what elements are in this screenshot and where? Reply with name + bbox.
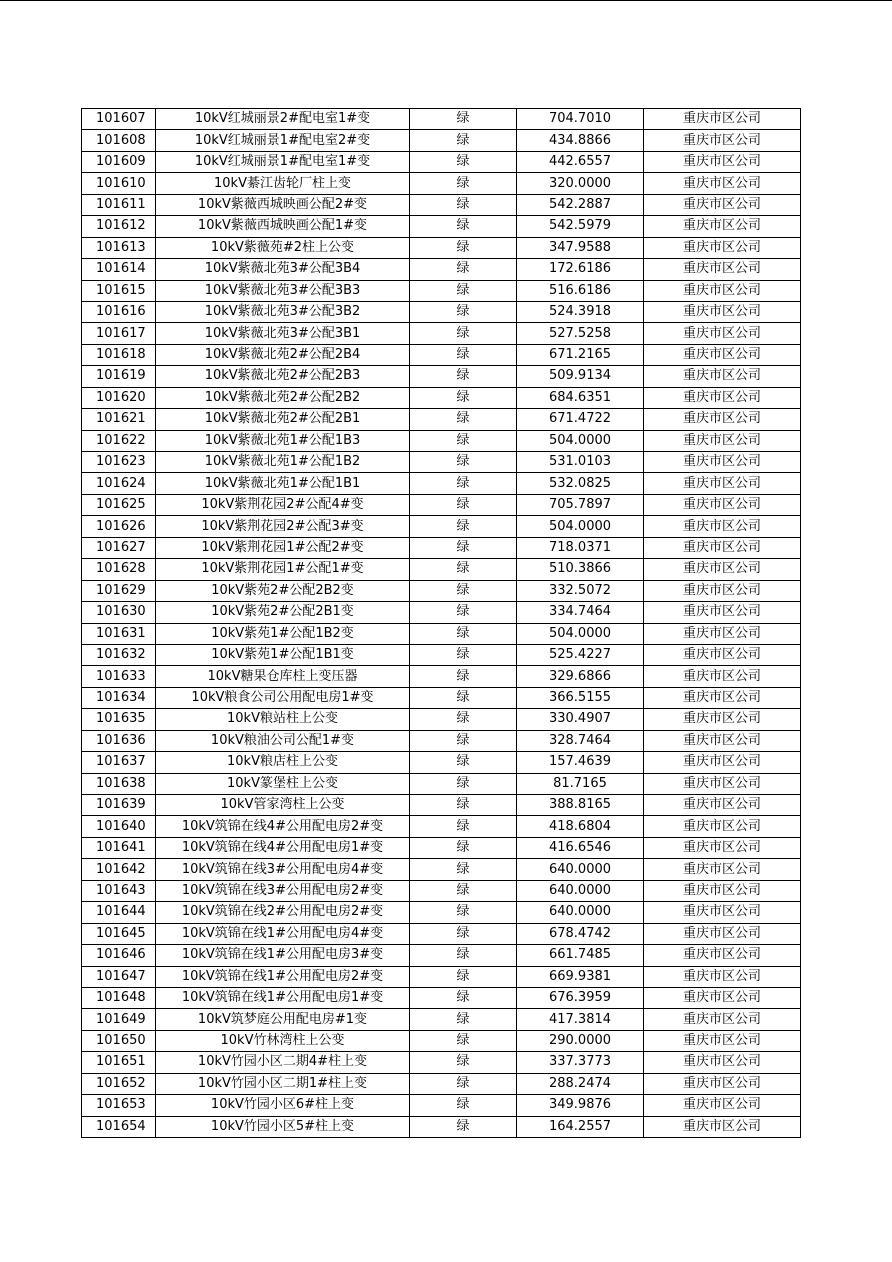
company-cell: 重庆市区公司 [644, 452, 801, 473]
status-cell: 绿 [410, 344, 517, 365]
company-cell: 重庆市区公司 [644, 580, 801, 601]
table-row [82, 237, 801, 258]
company-cell: 重庆市区公司 [644, 387, 801, 408]
station-id-cell: 101654 [82, 1116, 156, 1137]
status-cell: 绿 [410, 151, 517, 172]
station-id-cell: 101626 [82, 516, 156, 537]
status-cell: 绿 [410, 1052, 517, 1073]
station-name-cell: 10kV紫荆花园2#公配3#变 [156, 516, 410, 537]
company-cell: 重庆市区公司 [644, 537, 801, 558]
station-name-cell: 10kV粮店柱上公变 [156, 752, 410, 773]
company-cell: 重庆市区公司 [644, 301, 801, 322]
station-id-cell: 101630 [82, 602, 156, 623]
table-row [82, 816, 801, 837]
value-cell: 661.7485 [517, 945, 644, 966]
station-id-cell: 101613 [82, 237, 156, 258]
status-cell: 绿 [410, 173, 517, 194]
value-cell: 157.4639 [517, 752, 644, 773]
table-row [82, 687, 801, 708]
table-row [82, 130, 801, 151]
table-row [82, 837, 801, 858]
status-cell: 绿 [410, 837, 517, 858]
station-id-cell: 101622 [82, 430, 156, 451]
status-cell: 绿 [410, 280, 517, 301]
station-name-cell: 10kV篆堡柱上公变 [156, 773, 410, 794]
station-id-cell: 101631 [82, 623, 156, 644]
value-cell: 434.8866 [517, 130, 644, 151]
table-row [82, 259, 801, 280]
value-cell: 510.3866 [517, 559, 644, 580]
station-id-cell: 101611 [82, 194, 156, 215]
station-name-cell: 10kV筑锦在线3#公用配电房2#变 [156, 880, 410, 901]
value-cell: 684.6351 [517, 387, 644, 408]
value-cell: 669.9381 [517, 966, 644, 987]
value-cell: 418.6804 [517, 816, 644, 837]
station-name-cell: 10kV筑锦在线4#公用配电房2#变 [156, 816, 410, 837]
status-cell: 绿 [410, 816, 517, 837]
station-id-cell: 101632 [82, 644, 156, 665]
table-row [82, 709, 801, 730]
station-id-cell: 101653 [82, 1095, 156, 1116]
table-row [82, 109, 801, 130]
status-cell: 绿 [410, 580, 517, 601]
status-cell: 绿 [410, 966, 517, 987]
status-cell: 绿 [410, 237, 517, 258]
status-cell: 绿 [410, 987, 517, 1008]
status-cell: 绿 [410, 1030, 517, 1051]
station-name-cell: 10kV紫薇北苑3#公配3B1 [156, 323, 410, 344]
status-cell: 绿 [410, 216, 517, 237]
value-cell: 320.0000 [517, 173, 644, 194]
value-cell: 718.0371 [517, 537, 644, 558]
station-name-cell: 10kV筑梦庭公用配电房#1变 [156, 1009, 410, 1030]
station-id-cell: 101628 [82, 559, 156, 580]
company-cell: 重庆市区公司 [644, 687, 801, 708]
station-name-cell: 10kV紫苑2#公配2B2变 [156, 580, 410, 601]
status-cell: 绿 [410, 623, 517, 644]
table-row [82, 1095, 801, 1116]
table-row [82, 559, 801, 580]
station-id-cell: 101636 [82, 730, 156, 751]
station-name-cell: 10kV竹园小区二期1#柱上变 [156, 1073, 410, 1094]
station-id-cell: 101610 [82, 173, 156, 194]
company-cell: 重庆市区公司 [644, 602, 801, 623]
status-cell: 绿 [410, 902, 517, 923]
table-row [82, 452, 801, 473]
status-cell: 绿 [410, 516, 517, 537]
station-id-cell: 101638 [82, 773, 156, 794]
value-cell: 704.7010 [517, 109, 644, 130]
company-cell: 重庆市区公司 [644, 237, 801, 258]
table-row [82, 602, 801, 623]
station-name-cell: 10kV紫薇北苑1#公配1B1 [156, 473, 410, 494]
table-row [82, 580, 801, 601]
company-cell: 重庆市区公司 [644, 494, 801, 515]
value-cell: 164.2557 [517, 1116, 644, 1137]
station-id-cell: 101629 [82, 580, 156, 601]
station-name-cell: 10kV粮油公司公配1#变 [156, 730, 410, 751]
station-id-cell: 101644 [82, 902, 156, 923]
station-id-cell: 101634 [82, 687, 156, 708]
status-cell: 绿 [410, 1073, 517, 1094]
status-cell: 绿 [410, 709, 517, 730]
page-top-border [0, 0, 892, 1]
station-id-cell: 101640 [82, 816, 156, 837]
company-cell: 重庆市区公司 [644, 366, 801, 387]
station-id-cell: 101652 [82, 1073, 156, 1094]
table-row [82, 966, 801, 987]
table-row [82, 945, 801, 966]
company-cell: 重庆市区公司 [644, 1073, 801, 1094]
value-cell: 290.0000 [517, 1030, 644, 1051]
status-cell: 绿 [410, 730, 517, 751]
value-cell: 329.6866 [517, 666, 644, 687]
station-id-cell: 101608 [82, 130, 156, 151]
value-cell: 640.0000 [517, 880, 644, 901]
station-id-cell: 101620 [82, 387, 156, 408]
station-name-cell: 10kV竹园小区6#柱上变 [156, 1095, 410, 1116]
table-row [82, 473, 801, 494]
status-cell: 绿 [410, 366, 517, 387]
value-cell: 532.0825 [517, 473, 644, 494]
station-name-cell: 10kV管家湾柱上公变 [156, 795, 410, 816]
value-cell: 416.6546 [517, 837, 644, 858]
table-row [82, 923, 801, 944]
company-cell: 重庆市区公司 [644, 216, 801, 237]
status-cell: 绿 [410, 1095, 517, 1116]
station-name-cell: 10kV筑锦在线1#公用配电房3#变 [156, 945, 410, 966]
station-id-cell: 101633 [82, 666, 156, 687]
table-row [82, 344, 801, 365]
company-cell: 重庆市区公司 [644, 902, 801, 923]
table-row [82, 516, 801, 537]
status-cell: 绿 [410, 795, 517, 816]
station-name-cell: 10kV紫苑1#公配1B1变 [156, 644, 410, 665]
value-cell: 330.4907 [517, 709, 644, 730]
station-name-cell: 10kV筑锦在线4#公用配电房1#变 [156, 837, 410, 858]
table-row [82, 301, 801, 322]
status-cell: 绿 [410, 409, 517, 430]
value-cell: 531.0103 [517, 452, 644, 473]
table-row [82, 366, 801, 387]
value-cell: 388.8165 [517, 795, 644, 816]
company-cell: 重庆市区公司 [644, 1052, 801, 1073]
data-table [81, 108, 801, 1138]
station-id-cell: 101621 [82, 409, 156, 430]
station-name-cell: 10kV紫薇北苑2#公配2B1 [156, 409, 410, 430]
station-name-cell: 10kV紫薇北苑1#公配1B3 [156, 430, 410, 451]
station-id-cell: 101617 [82, 323, 156, 344]
value-cell: 288.2474 [517, 1073, 644, 1094]
company-cell: 重庆市区公司 [644, 923, 801, 944]
value-cell: 640.0000 [517, 859, 644, 880]
station-name-cell: 10kV竹园小区二期4#柱上变 [156, 1052, 410, 1073]
value-cell: 417.3814 [517, 1009, 644, 1030]
table-row [82, 151, 801, 172]
station-name-cell: 10kV紫薇北苑1#公配1B2 [156, 452, 410, 473]
table-row [82, 537, 801, 558]
station-name-cell: 10kV粮站柱上公变 [156, 709, 410, 730]
station-id-cell: 101637 [82, 752, 156, 773]
station-id-cell: 101627 [82, 537, 156, 558]
value-cell: 705.7897 [517, 494, 644, 515]
station-name-cell: 10kV红城丽景1#配电室2#变 [156, 130, 410, 151]
station-name-cell: 10kV红城丽景2#配电室1#变 [156, 109, 410, 130]
company-cell: 重庆市区公司 [644, 752, 801, 773]
value-cell: 676.3959 [517, 987, 644, 1008]
station-name-cell: 10kV紫荆花园1#公配1#变 [156, 559, 410, 580]
value-cell: 527.5258 [517, 323, 644, 344]
station-name-cell: 10kV粮食公司公用配电房1#变 [156, 687, 410, 708]
station-name-cell: 10kV筑锦在线3#公用配电房4#变 [156, 859, 410, 880]
value-cell: 509.9134 [517, 366, 644, 387]
status-cell: 绿 [410, 859, 517, 880]
company-cell: 重庆市区公司 [644, 795, 801, 816]
station-id-cell: 101641 [82, 837, 156, 858]
status-cell: 绿 [410, 259, 517, 280]
status-cell: 绿 [410, 301, 517, 322]
status-cell: 绿 [410, 880, 517, 901]
company-cell: 重庆市区公司 [644, 1030, 801, 1051]
company-cell: 重庆市区公司 [644, 837, 801, 858]
company-cell: 重庆市区公司 [644, 194, 801, 215]
company-cell: 重庆市区公司 [644, 1009, 801, 1030]
value-cell: 542.2887 [517, 194, 644, 215]
station-id-cell: 101618 [82, 344, 156, 365]
table-row [82, 987, 801, 1008]
table-row [82, 494, 801, 515]
value-cell: 366.5155 [517, 687, 644, 708]
station-id-cell: 101616 [82, 301, 156, 322]
company-cell: 重庆市区公司 [644, 623, 801, 644]
status-cell: 绿 [410, 430, 517, 451]
station-name-cell: 10kV筑锦在线2#公用配电房2#变 [156, 902, 410, 923]
value-cell: 332.5072 [517, 580, 644, 601]
station-name-cell: 10kV紫薇北苑3#公配3B4 [156, 259, 410, 280]
value-cell: 504.0000 [517, 623, 644, 644]
station-id-cell: 101612 [82, 216, 156, 237]
status-cell: 绿 [410, 387, 517, 408]
value-cell: 678.4742 [517, 923, 644, 944]
company-cell: 重庆市区公司 [644, 987, 801, 1008]
station-id-cell: 101649 [82, 1009, 156, 1030]
company-cell: 重庆市区公司 [644, 151, 801, 172]
table-row [82, 880, 801, 901]
status-cell: 绿 [410, 1009, 517, 1030]
station-id-cell: 101643 [82, 880, 156, 901]
station-id-cell: 101614 [82, 259, 156, 280]
station-name-cell: 10kV紫薇北苑2#公配2B4 [156, 344, 410, 365]
value-cell: 671.2165 [517, 344, 644, 365]
table-row [82, 430, 801, 451]
station-id-cell: 101625 [82, 494, 156, 515]
value-cell: 524.3918 [517, 301, 644, 322]
table-row [82, 387, 801, 408]
value-cell: 81.7165 [517, 773, 644, 794]
value-cell: 640.0000 [517, 902, 644, 923]
company-cell: 重庆市区公司 [644, 409, 801, 430]
company-cell: 重庆市区公司 [644, 109, 801, 130]
station-id-cell: 101615 [82, 280, 156, 301]
station-name-cell: 10kV筑锦在线1#公用配电房2#变 [156, 966, 410, 987]
table-row [82, 1052, 801, 1073]
station-name-cell: 10kV紫薇北苑3#公配3B2 [156, 301, 410, 322]
table-row [82, 1009, 801, 1030]
company-cell: 重庆市区公司 [644, 323, 801, 344]
company-cell: 重庆市区公司 [644, 344, 801, 365]
station-id-cell: 101635 [82, 709, 156, 730]
table-row [82, 773, 801, 794]
station-name-cell: 10kV糖果仓库柱上变压器 [156, 666, 410, 687]
status-cell: 绿 [410, 602, 517, 623]
value-cell: 337.3773 [517, 1052, 644, 1073]
company-cell: 重庆市区公司 [644, 709, 801, 730]
table-row [82, 752, 801, 773]
status-cell: 绿 [410, 773, 517, 794]
value-cell: 504.0000 [517, 516, 644, 537]
station-id-cell: 101651 [82, 1052, 156, 1073]
table-row [82, 194, 801, 215]
station-name-cell: 10kV紫荆花园2#公配4#变 [156, 494, 410, 515]
company-cell: 重庆市区公司 [644, 173, 801, 194]
value-cell: 671.4722 [517, 409, 644, 430]
station-id-cell: 101650 [82, 1030, 156, 1051]
station-name-cell: 10kV紫薇西城映画公配2#变 [156, 194, 410, 215]
status-cell: 绿 [410, 452, 517, 473]
station-id-cell: 101645 [82, 923, 156, 944]
station-id-cell: 101624 [82, 473, 156, 494]
station-id-cell: 101642 [82, 859, 156, 880]
status-cell: 绿 [410, 194, 517, 215]
station-name-cell: 10kV紫薇西城映画公配1#变 [156, 216, 410, 237]
station-name-cell: 10kV紫薇北苑3#公配3B3 [156, 280, 410, 301]
status-cell: 绿 [410, 923, 517, 944]
company-cell: 重庆市区公司 [644, 966, 801, 987]
company-cell: 重庆市区公司 [644, 859, 801, 880]
table-row [82, 216, 801, 237]
status-cell: 绿 [410, 323, 517, 344]
table-row [82, 623, 801, 644]
table-row [82, 902, 801, 923]
table-row [82, 730, 801, 751]
value-cell: 442.6557 [517, 151, 644, 172]
company-cell: 重庆市区公司 [644, 730, 801, 751]
status-cell: 绿 [410, 537, 517, 558]
value-cell: 347.9588 [517, 237, 644, 258]
status-cell: 绿 [410, 473, 517, 494]
table-row [82, 644, 801, 665]
company-cell: 重庆市区公司 [644, 130, 801, 151]
status-cell: 绿 [410, 945, 517, 966]
company-cell: 重庆市区公司 [644, 773, 801, 794]
company-cell: 重庆市区公司 [644, 1095, 801, 1116]
status-cell: 绿 [410, 1116, 517, 1137]
station-name-cell: 10kV紫薇苑#2柱上公变 [156, 237, 410, 258]
station-id-cell: 101623 [82, 452, 156, 473]
table-row [82, 1073, 801, 1094]
company-cell: 重庆市区公司 [644, 259, 801, 280]
value-cell: 334.7464 [517, 602, 644, 623]
station-id-cell: 101619 [82, 366, 156, 387]
station-id-cell: 101607 [82, 109, 156, 130]
station-id-cell: 101648 [82, 987, 156, 1008]
station-name-cell: 10kV紫薇北苑2#公配2B2 [156, 387, 410, 408]
table-row [82, 1030, 801, 1051]
value-cell: 172.6186 [517, 259, 644, 280]
company-cell: 重庆市区公司 [644, 516, 801, 537]
value-cell: 542.5979 [517, 216, 644, 237]
station-name-cell: 10kV綦江齿轮厂柱上变 [156, 173, 410, 194]
company-cell: 重庆市区公司 [644, 945, 801, 966]
table-row [82, 859, 801, 880]
station-name-cell: 10kV竹园小区5#柱上变 [156, 1116, 410, 1137]
status-cell: 绿 [410, 109, 517, 130]
value-cell: 525.4227 [517, 644, 644, 665]
station-name-cell: 10kV紫薇北苑2#公配2B3 [156, 366, 410, 387]
company-cell: 重庆市区公司 [644, 644, 801, 665]
station-id-cell: 101639 [82, 795, 156, 816]
status-cell: 绿 [410, 559, 517, 580]
status-cell: 绿 [410, 666, 517, 687]
station-name-cell: 10kV筑锦在线1#公用配电房1#变 [156, 987, 410, 1008]
station-id-cell: 101609 [82, 151, 156, 172]
table-body [82, 109, 801, 1138]
table-row [82, 409, 801, 430]
table-row [82, 1116, 801, 1137]
table-row [82, 666, 801, 687]
company-cell: 重庆市区公司 [644, 430, 801, 451]
status-cell: 绿 [410, 687, 517, 708]
station-id-cell: 101647 [82, 966, 156, 987]
station-name-cell: 10kV紫苑1#公配1B2变 [156, 623, 410, 644]
company-cell: 重庆市区公司 [644, 1116, 801, 1137]
company-cell: 重庆市区公司 [644, 559, 801, 580]
status-cell: 绿 [410, 130, 517, 151]
table-row [82, 173, 801, 194]
company-cell: 重庆市区公司 [644, 666, 801, 687]
value-cell: 328.7464 [517, 730, 644, 751]
value-cell: 504.0000 [517, 430, 644, 451]
station-name-cell: 10kV紫荆花园1#公配2#变 [156, 537, 410, 558]
company-cell: 重庆市区公司 [644, 280, 801, 301]
status-cell: 绿 [410, 644, 517, 665]
value-cell: 516.6186 [517, 280, 644, 301]
station-name-cell: 10kV紫苑2#公配2B1变 [156, 602, 410, 623]
table-row [82, 795, 801, 816]
station-name-cell: 10kV竹林湾柱上公变 [156, 1030, 410, 1051]
status-cell: 绿 [410, 494, 517, 515]
station-id-cell: 101646 [82, 945, 156, 966]
company-cell: 重庆市区公司 [644, 473, 801, 494]
station-name-cell: 10kV筑锦在线1#公用配电房4#变 [156, 923, 410, 944]
table-row [82, 280, 801, 301]
status-cell: 绿 [410, 752, 517, 773]
value-cell: 349.9876 [517, 1095, 644, 1116]
company-cell: 重庆市区公司 [644, 816, 801, 837]
company-cell: 重庆市区公司 [644, 880, 801, 901]
station-name-cell: 10kV红城丽景1#配电室1#变 [156, 151, 410, 172]
table-row [82, 323, 801, 344]
